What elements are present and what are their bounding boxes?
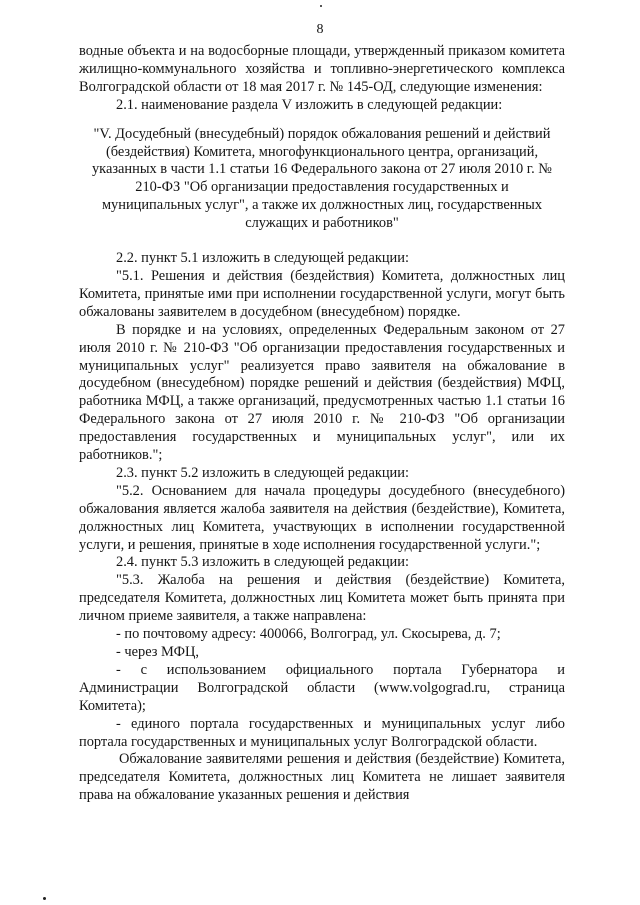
paragraph-2-3: 2.3. пункт 5.2 изложить в следующей редакции: — [116, 464, 409, 481]
list-item-post: - по почтовому адресу: 400066, Волгоград, ул. Скосырева, д. 7; — [116, 626, 501, 643]
paragraph-2-2: 2.2. пункт 5.1 изложить в следующей редакции: — [116, 250, 409, 267]
paragraph-5-3: "5.3. Жалоба на решения и действия (бездействие) Комитета, председателя Комитета, должностных лиц Комитета может быть принята при личном приеме заявителя, а также направлена: — [79, 572, 565, 625]
list-item-mfc: - через МФЦ, — [116, 644, 200, 660]
paragraph-appeal: Обжалование заявителями решения и действия (бездействие) Комитета, председателя Комитета, должностных лиц Комитета не лишает заявителя права на обжалование указанных решения и действия — [79, 751, 565, 804]
scan-speck — [320, 5, 322, 7]
paragraph-5-1: "5.1. Решения и действия (бездействия) Комитета, должностных лиц Комитета, принятые ими при исполнении государственной услуги, могут быть обжалованы заявителем в досудебном (внесудебном) порядке. — [79, 267, 565, 320]
page-number: 8 — [316, 22, 324, 37]
paragraph-5-1-cont: В порядке и на условиях, определенных Федеральным законом от 27 июля 2010 г. № 210-ФЗ "Об организации предоставления государственных и муниципальных услуг" реализуется право заявителя на обжалование в досудебном (внесудебном) порядке решений и действия (бездействия) МФЦ, работника МФЦ, а также организаций, предусмотренных частью 1.1 статьи 16 Федерального закона от 27 июля 2010 г. № 210-ФЗ "Об организации предоставления государственных и муниципальных услуг", или их работников."; — [79, 321, 565, 464]
spacer — [79, 233, 565, 250]
paragraph-2-4: 2.4. пункт 5.3 изложить в следующей редакции: — [116, 554, 409, 571]
paragraph-intro: водные объекта и на водосборные площади, утвержденный приказом комитета жилищно-коммунального хозяйства и топливно-энергетического комплекса Волгоградской области от 18 мая 2017 г. № 145-ОД, следующие изменения: — [79, 43, 565, 95]
list-item-unified-portal: - единого портала государственных и муниципальных услуг либо портала государственных и муниципальных услуг Волгоградской области. — [79, 715, 565, 750]
paragraph-2-1: 2.1. наименование раздела V изложить в следующей редакции: — [116, 96, 503, 113]
scan-speck — [43, 897, 46, 900]
paragraph-5-2: "5.2. Основанием для начала процедуры досудебного (внесудебного) обжалования является жалоба заявителя на действия (бездействие), Комитета, должностных лиц Комитета, участвующих в исполнении государственной услуги, и решения, принятые в ходе исполнения государственной услуги."; — [79, 482, 565, 553]
document-body — [79, 43, 565, 805]
spacer — [79, 115, 565, 126]
list-item-portal: - с использованием официального портала Губернатора и Администрации Волгоградской области (www.volgograd.ru, страница Комитета); — [79, 661, 565, 714]
section-v-title: "V. Досудебный (внесудебный) порядок обжалования решений и действий (бездействия) Комитета, многофункционального центра, организаций, указанных в части 1.1 статьи 16 Федерального закона от 27 июля 2010 г. № 210-ФЗ "Об организации предоставления государственных и муниципальных услуг", а также их должностных лиц, государственных служащих и работников" — [91, 125, 552, 232]
